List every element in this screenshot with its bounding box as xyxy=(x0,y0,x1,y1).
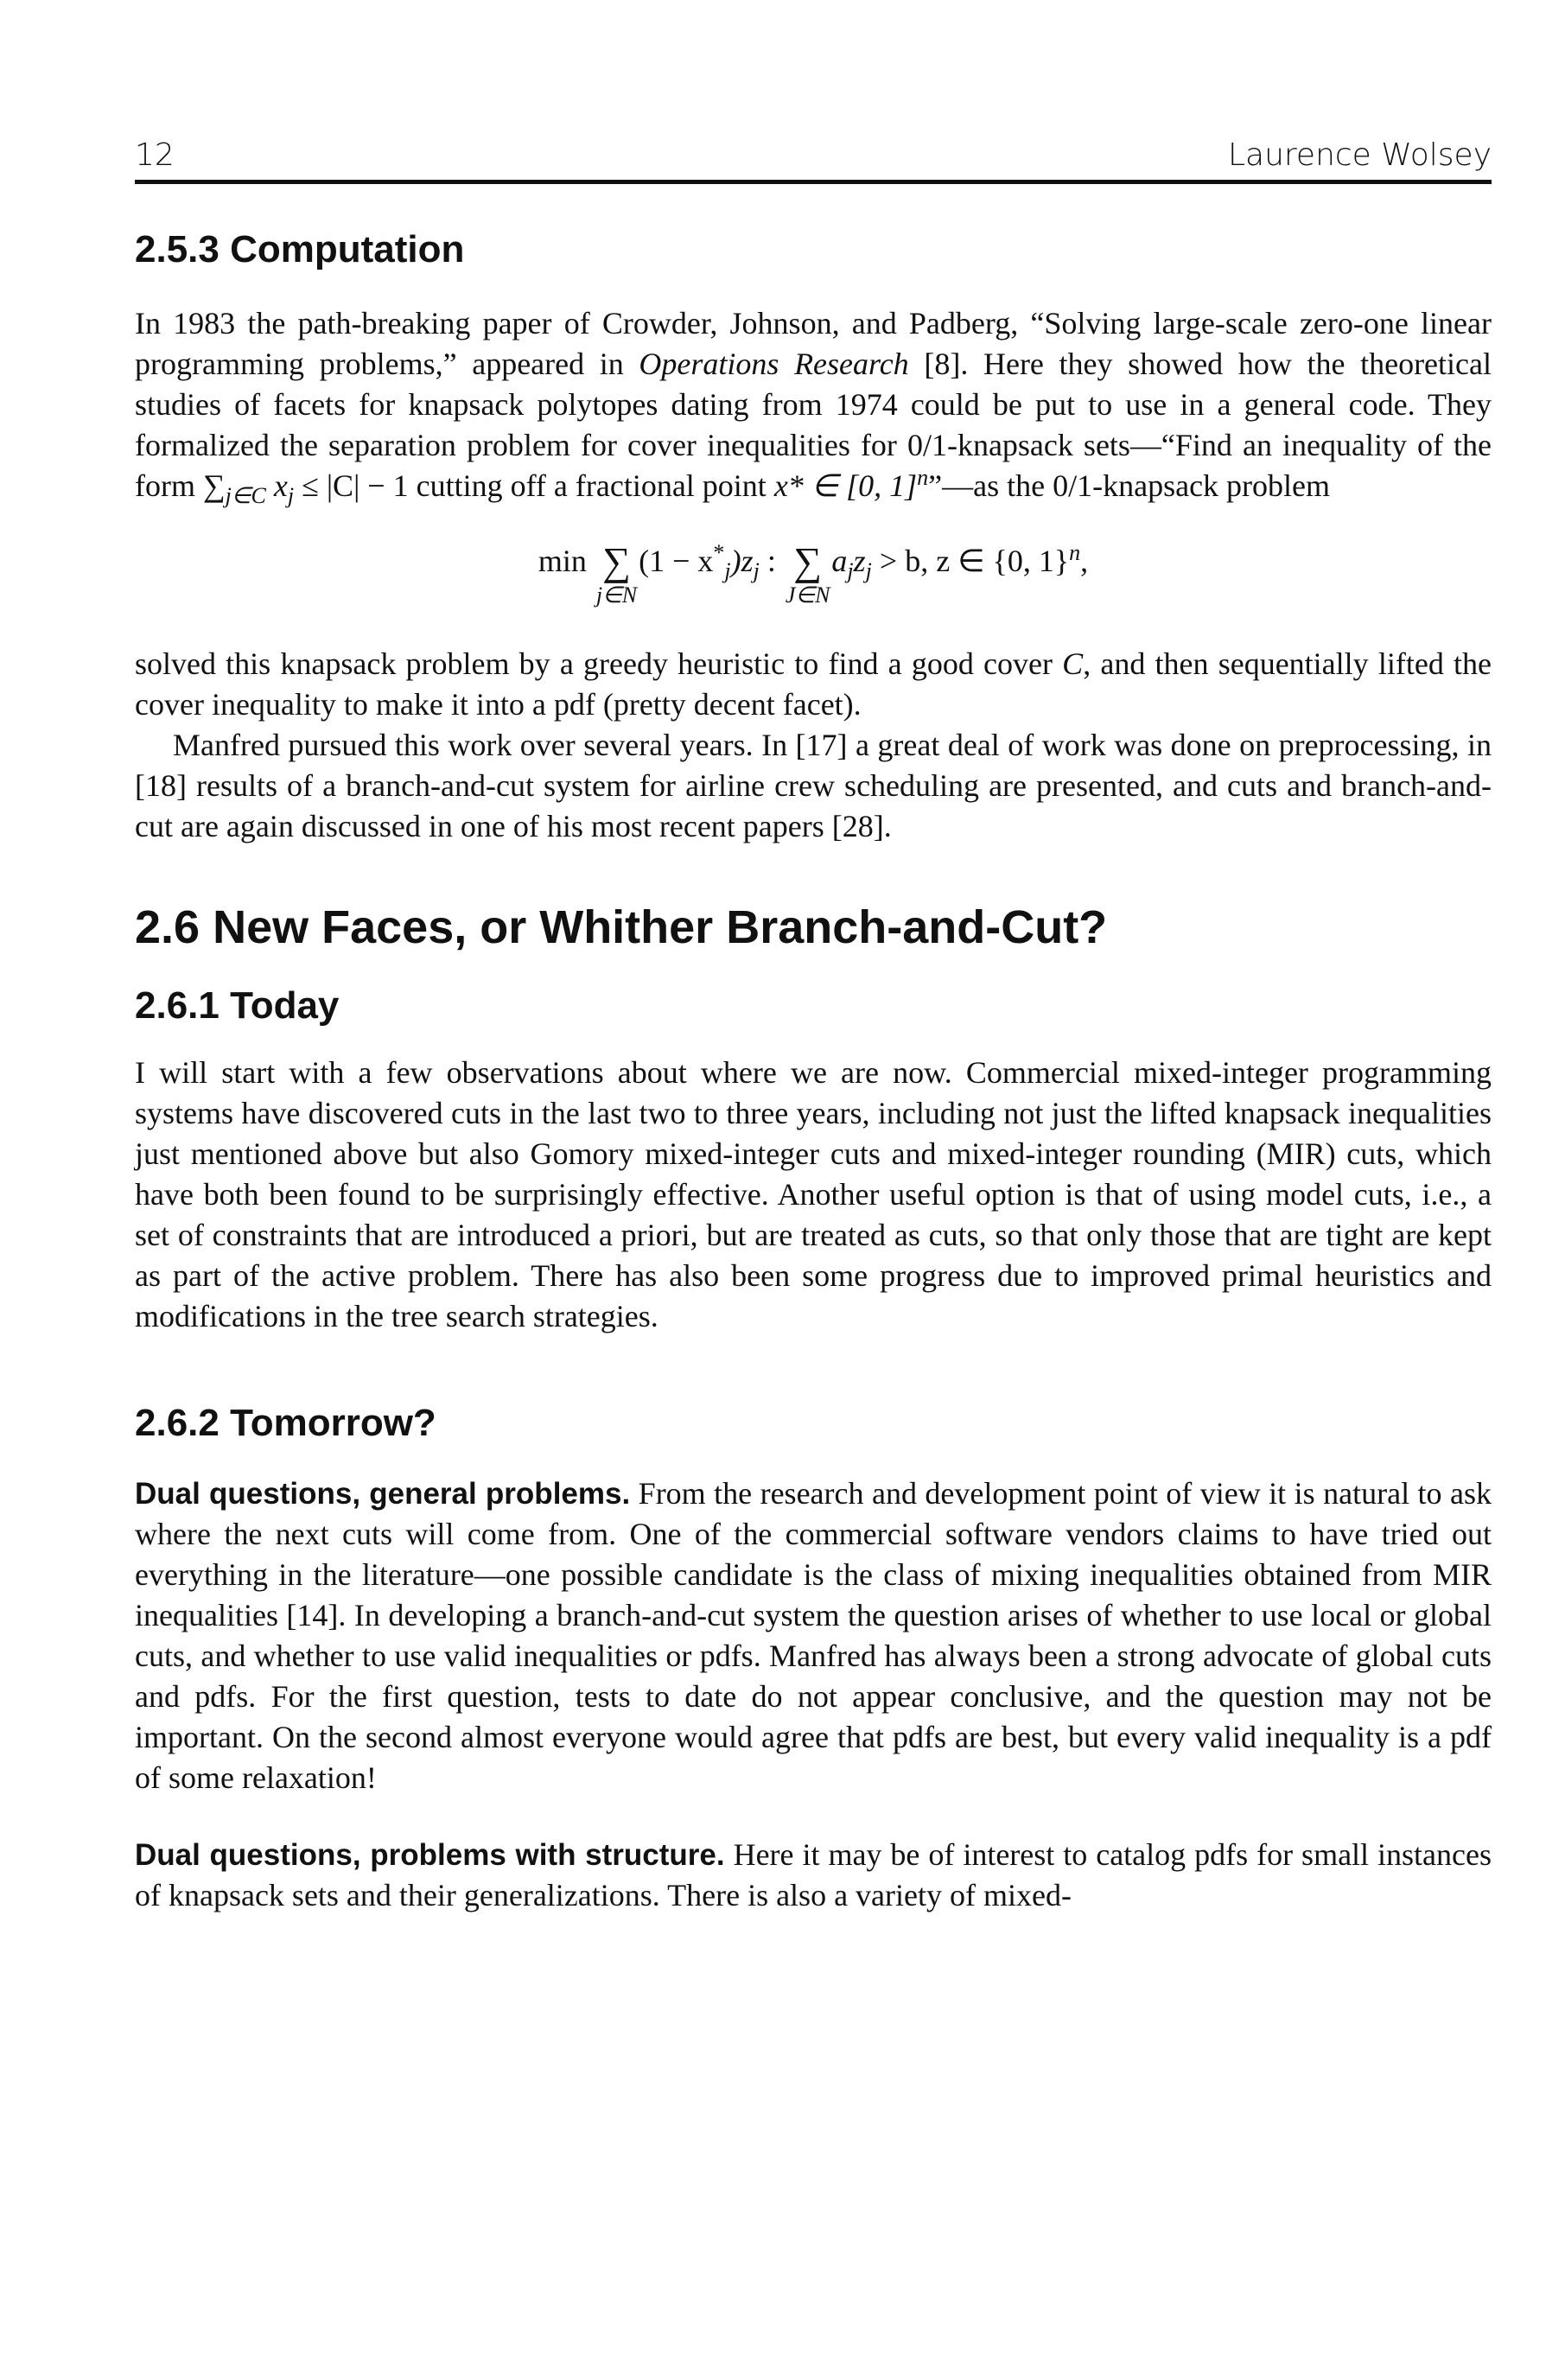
paragraph-manfred: Manfred pursued this work over several years. In [17] a great deal of work was done on preprocessing, in [18] results of a branch-and-cut system for airline crew scheduling are presented, and cuts and branch-and-cut are again discussed in one of his most recent papers [28]. xyxy=(135,728,1492,843)
section-2-5-3-heading: 2.5.3 Computation xyxy=(135,228,465,270)
paragraph-today: I will start with a few observations about where we are now. Commercial mixed-integer programming systems have discovered cuts in the last two to three years, including not just the lifted knapsack inequalities just mentioned above but also Gomory mixed-integer cuts and mixed-integer rounding (MIR) cuts, which have both been found to be surprisingly effective. Another useful option is that of using model cuts, i.e., a set of constraints that are introduced a priori, but are treated as cuts, so that only those that are tight are kept as part of the active problem. There has also been some progress due to improved primal heuristics and modifications in the tree search strategies. xyxy=(135,1055,1492,1333)
page-number: 12 xyxy=(135,137,175,173)
section-2-6-2-heading: 2.6.2 Tomorrow? xyxy=(135,1402,436,1444)
section-2-6-1-heading: 2.6.1 Today xyxy=(135,984,340,1027)
running-header xyxy=(135,130,1492,173)
header-rule xyxy=(135,180,1492,184)
knapsack-formula: min ∑ j∈N $(1 - x^*_j)z_j$ : ∑ J∈N $a_jz_j > b$, z ∈ {0, 1}$^n$, xyxy=(538,539,1089,608)
paragraph-dual-general: Dual questions, general problems. From the research and development point of view it is natural to ask where the next cuts will come from. One of the commercial software vendors claims to have tried out everything in the literature—one possible candidate is the class of mixing inequalities obtained from MIR inequalities [14]. In developing a branch-and-cut system the question arises of whether to use local or global cuts, and whether to use valid inequalities or pdfs. Manfred has always been a strong advocate of global cuts and pdfs. For the first question, tests to date do not appear conclusive, and the question may not be important. On the second almost everyone would agree that pdfs are best, but every valid inequality is a pdf of some relaxation! xyxy=(135,1476,1492,1795)
section-2-6-heading: 2.6 New Faces, or Whither Branch-and-Cut? xyxy=(135,901,1108,953)
paragraph-computation: In 1983 the path-breaking paper of Crowder, Johnson, and Padberg, “Solving large-scale zero-one linear programming problems,” appeared in Operations Research [8]. Here they showed how the theoretical studies of facets for knapsack polytopes dating from 1974 could be put to use in a general code. They formalized the separation problem for cover inequalities for 0/1-knapsack sets—“Find an inequality of the form $\sum_{j\in C}$ $x_j \le |C| - 1$ cutting off a fractional point x* ∈ [0, 1]$^n$”—as the 0/1-knapsack problem xyxy=(135,306,1492,509)
running-author: Laurence Wolsey xyxy=(1227,137,1492,173)
paragraph-greedy: solved this knapsack problem by a greedy heuristic to find a good cover C, and then sequentially lifted the cover inequality to make it into a pdf (pretty decent facet). xyxy=(135,646,1492,722)
paragraph-dual-structure: Dual questions, problems with structure. Here it may be of interest to catalog pdfs for small instances of knapsack sets and their generalizations. There is also a variety of mixed- xyxy=(135,1837,1492,1912)
